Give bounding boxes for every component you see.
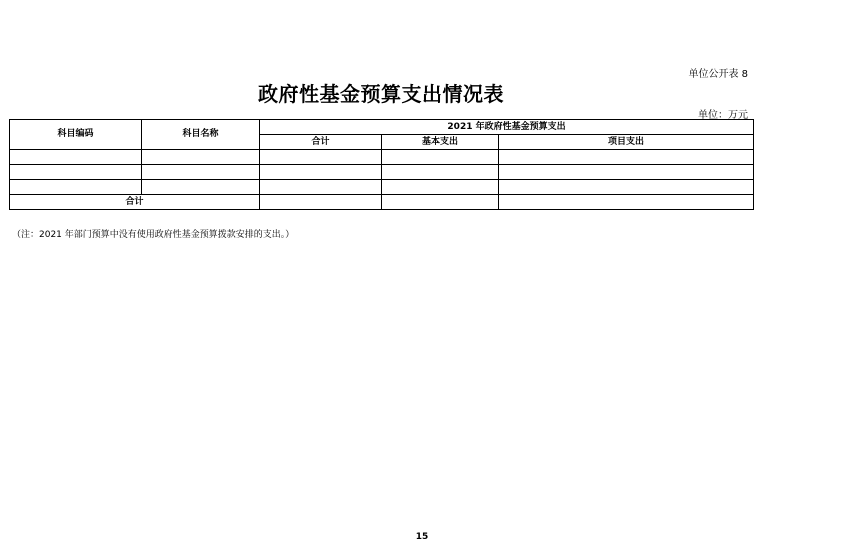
- table-cell: [260, 150, 382, 165]
- page-title: 政府性基金预算支出情况表: [258, 82, 504, 106]
- header-basic-expenditure: 基本支出: [382, 135, 499, 150]
- table-cell: [260, 195, 382, 210]
- total-row-label: 合计: [10, 195, 260, 210]
- table-cell: [260, 180, 382, 195]
- table-cell: [499, 165, 754, 180]
- header-project-expenditure: 项目支出: [499, 135, 754, 150]
- table-cell: [10, 150, 142, 165]
- table-cell: [142, 180, 260, 195]
- header-total: 合计: [260, 135, 382, 150]
- table-total-row: [10, 195, 754, 210]
- table-cell: [382, 165, 499, 180]
- budget-table: [9, 119, 754, 210]
- table-cell: [142, 165, 260, 180]
- header-group-expenditure: 2021 年政府性基金预算支出: [260, 120, 754, 135]
- header-subject-name: 科目名称: [142, 120, 260, 150]
- table-cell: [260, 165, 382, 180]
- table-row: [10, 165, 754, 180]
- table-row: [10, 150, 754, 165]
- table-cell: [382, 150, 499, 165]
- table-header-row: [10, 120, 754, 135]
- table-cell: [142, 150, 260, 165]
- table-row: [10, 180, 754, 195]
- table-cell: [10, 165, 142, 180]
- header-subject-code: 科目编码: [10, 120, 142, 150]
- unit-label: 单位：万元: [698, 110, 748, 121]
- table-cell: [382, 180, 499, 195]
- table-cell: [499, 195, 754, 210]
- form-number: 单位公开表 8: [688, 69, 748, 80]
- page-number: 15: [415, 532, 429, 542]
- table-cell: [382, 195, 499, 210]
- footnote: （注：2021 年部门预算中没有使用政府性基金预算拨款安排的支出。）: [12, 230, 295, 240]
- table-cell: [10, 180, 142, 195]
- table-cell: [499, 180, 754, 195]
- table-cell: [499, 150, 754, 165]
